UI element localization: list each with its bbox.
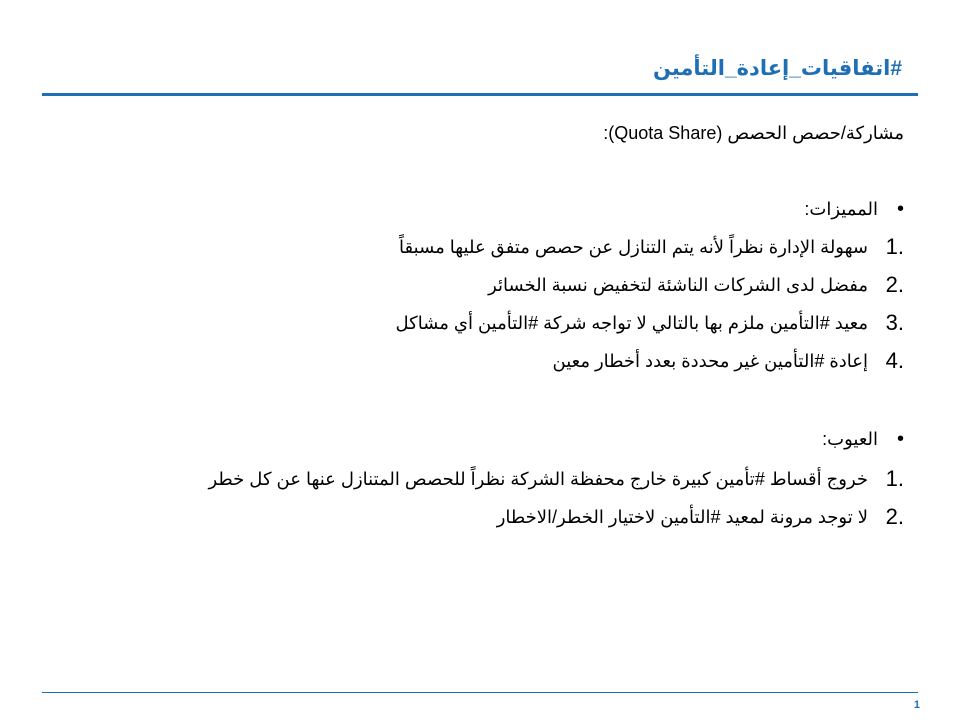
list-item — [74, 502, 904, 532]
item-text: سهولة الإدارة نظراً لأنه يتم التنازل عن حصص متفق عليها مسبقاً — [399, 237, 868, 257]
disadvantages-heading-row — [74, 424, 904, 454]
bullet-icon: • — [896, 198, 904, 220]
item-text: لا توجد مرونة لمعيد #التأمين لاختيار الخطر/الاخطار — [496, 507, 868, 527]
list-item — [74, 464, 904, 494]
item-number: 2. — [885, 504, 904, 529]
title-divider — [42, 93, 918, 96]
item-number: 2. — [885, 272, 904, 297]
list-item — [74, 308, 904, 338]
list-item — [74, 232, 904, 262]
slide-title: #اتفاقيات_إعادة_التأمين — [652, 57, 902, 80]
item-number: 4. — [885, 348, 904, 373]
item-number: 1. — [885, 466, 904, 491]
item-number: 3. — [885, 310, 904, 335]
item-text: خروج أقساط #تأمين كبيرة خارج محفظة الشركة نظراً للحصص المتنازل عنها عن كل خطر — [208, 469, 868, 489]
list-item — [74, 346, 904, 376]
item-number: 1. — [885, 234, 904, 259]
page-number: 1 — [913, 699, 920, 711]
item-text: معيد #التأمين ملزم بها بالتالي لا تواجه شركة #التأمين أي مشاكل — [395, 313, 868, 333]
subtitle: مشاركة/حصص الحصص (Quota Share): — [603, 123, 904, 143]
item-text: مفضل لدى الشركات الناشئة لتخفيض نسبة الخسائر — [488, 275, 868, 295]
disadvantages-heading: العيوب: — [822, 429, 878, 449]
item-text: إعادة #التأمين غير محددة بعدد أخطار معين — [552, 351, 868, 371]
bullet-icon: • — [896, 428, 904, 450]
footer-divider — [42, 692, 918, 693]
list-item — [74, 270, 904, 300]
advantages-heading-row — [74, 194, 904, 224]
advantages-heading: المميزات: — [804, 199, 878, 219]
